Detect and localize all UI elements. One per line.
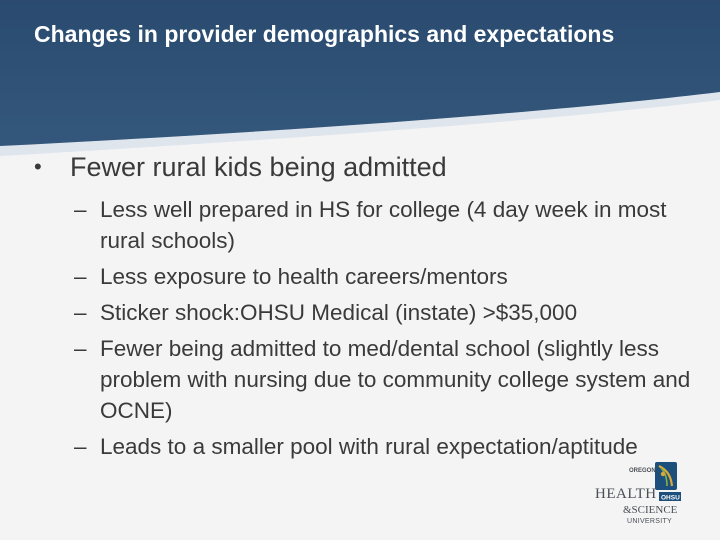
sub-bullet-list [34,194,694,462]
sub-bullet [34,261,694,292]
ohsu-emblem-icon [655,462,677,490]
sub-bullet-text: Less exposure to health careers/mentors [100,264,508,289]
logo-line-oregon: OREGON [629,468,656,474]
dash-marker: – [74,264,87,289]
sub-bullet [34,297,694,328]
dash-marker: – [74,197,87,222]
sub-bullet [34,194,694,256]
dash-marker: – [74,434,87,459]
ohsu-logo [593,460,693,526]
logo-badge: OHSU [661,494,680,502]
sub-bullet [34,333,694,426]
slide-content [34,150,694,467]
dash-marker: – [74,300,87,325]
dash-marker: – [74,336,87,361]
logo-line-health: HEALTH [595,486,657,502]
main-bullet [34,150,694,184]
sub-bullet-text: Less well prepared in HS for college (4 day week in most rural schools) [100,197,667,253]
sub-bullet-text: Leads to a smaller pool with rural expectation/aptitude [100,434,638,459]
sub-bullet-text: Sticker shock:OHSU Medical (instate) >$35,000 [100,300,578,325]
bullet-marker: • [34,154,42,179]
logo-line-science: &SCIENCE [623,504,678,516]
sub-bullet [34,431,694,462]
sub-bullet-text: Fewer being admitted to med/dental school (slightly less problem with nursing due to community college system and OCNE) [100,336,691,423]
logo-line-university: UNIVERSITY [627,518,673,525]
slide-title: Changes in provider demographics and expectations [34,21,615,47]
main-bullet-text: Fewer rural kids being admitted [70,152,447,182]
